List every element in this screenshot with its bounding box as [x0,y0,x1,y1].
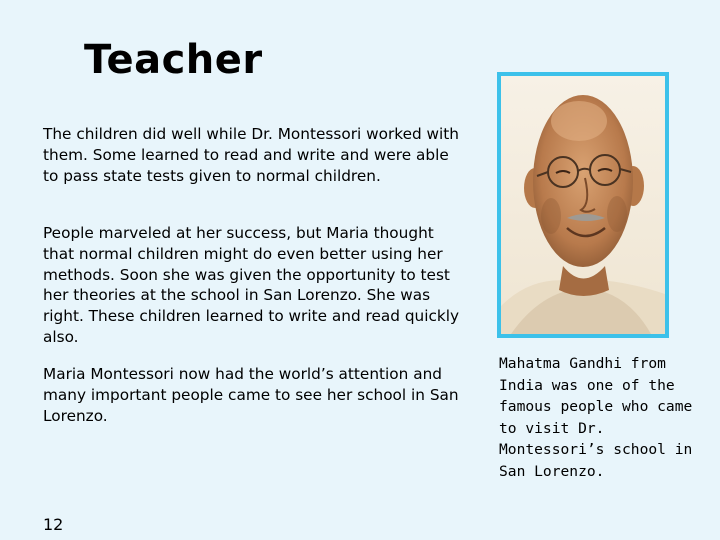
paragraph-3: Maria Montessori now had the world’s attention and many important people came to see her school in San Lorenzo. [43,365,459,425]
photo-caption: Mahatma Gandhi from India was one of the famous people who came to visit Dr. Montessori’s school in San Lorenzo. [499,355,693,480]
portrait-image [501,76,665,334]
paragraph-2: People marveled at her success, but Maria thought that normal children might do even better using her methods. Soon she was given the opportunity to test her theories at the school in San Lorenzo. She was right. These children learned to write and read quickly also. [43,224,460,346]
page-number: 12 [43,515,64,534]
gandhi-photo [497,72,669,338]
paragraph-1: The children did well while Dr. Montessori worked with them. Some learned to read and write and were able to pass state tests given to normal children. [43,125,460,185]
slide-title: Teacher [84,37,263,83]
